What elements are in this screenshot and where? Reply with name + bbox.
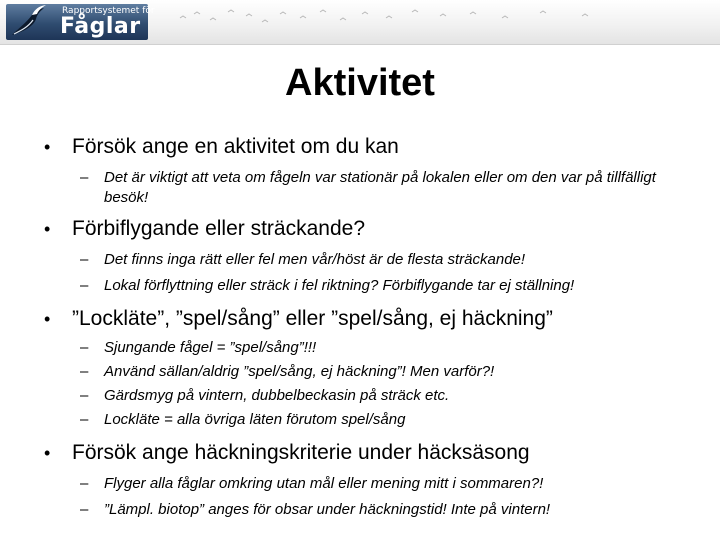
sub-bullet-text: Gärdsmyg på vintern, dubbelbeckasin på sträck etc. (104, 387, 450, 404)
bullet-text: Försök ange en aktivitet om du kan (72, 135, 399, 158)
bullet-glyph: • (44, 309, 51, 329)
bird-flock-icon (150, 4, 710, 40)
sub-bullet-text: Det är viktigt att veta om fågeln var stationär på lokalen eller om den var på tillfälligt besök! (104, 169, 656, 206)
sub-bullet-text: Sjungande fågel = ”spel/sång”!!! (104, 339, 317, 356)
logo-title: Fåglar (60, 14, 141, 39)
sub-bullet-text: ”Lämpl. biotop” anges för obsar under häckningstid! Inte på vintern! (104, 501, 551, 518)
logo-subtitle: Rapportsystemet för (62, 6, 155, 16)
bullet-text: ”Lockläte”, ”spel/sång” eller ”spel/sång, ej häckning” (72, 307, 553, 330)
dash-glyph: – (80, 411, 89, 428)
dash-glyph: – (80, 387, 89, 404)
dash-glyph: – (80, 169, 89, 186)
slide-header (0, 0, 720, 45)
sub-bullet-text: Flyger alla fåglar omkring utan mål eller mening mitt i sommaren?! (104, 475, 544, 492)
bullet-glyph: • (44, 219, 51, 239)
bullet-glyph: • (44, 443, 51, 463)
bullet-text: Försök ange häckningskriterie under häcksäsong (72, 441, 530, 464)
bullet-text: Förbiflygande eller sträckande? (72, 217, 365, 240)
sub-bullet-text: Använd sällan/aldrig ”spel/sång, ej häckning”! Men varför?! (104, 363, 495, 380)
sub-bullet-text: Lokal förflyttning eller sträck i fel riktning? Förbiflygande tar ej ställning! (104, 277, 575, 294)
dash-glyph: – (80, 363, 89, 380)
logo (6, 4, 155, 40)
slide-title: Aktivitet (285, 62, 435, 104)
dash-glyph: – (80, 475, 89, 492)
dash-glyph: – (80, 277, 89, 294)
sub-bullet-text: Det finns inga rätt eller fel men vår/höst är de flesta sträckande! (104, 251, 526, 268)
sub-bullet-text: Lockläte = alla övriga läten förutom spel/sång (104, 411, 406, 428)
dash-glyph: – (80, 251, 89, 268)
bullet-glyph: • (44, 137, 51, 157)
dash-glyph: – (80, 501, 89, 518)
bird-icon (8, 5, 48, 39)
dash-glyph: – (80, 339, 89, 356)
